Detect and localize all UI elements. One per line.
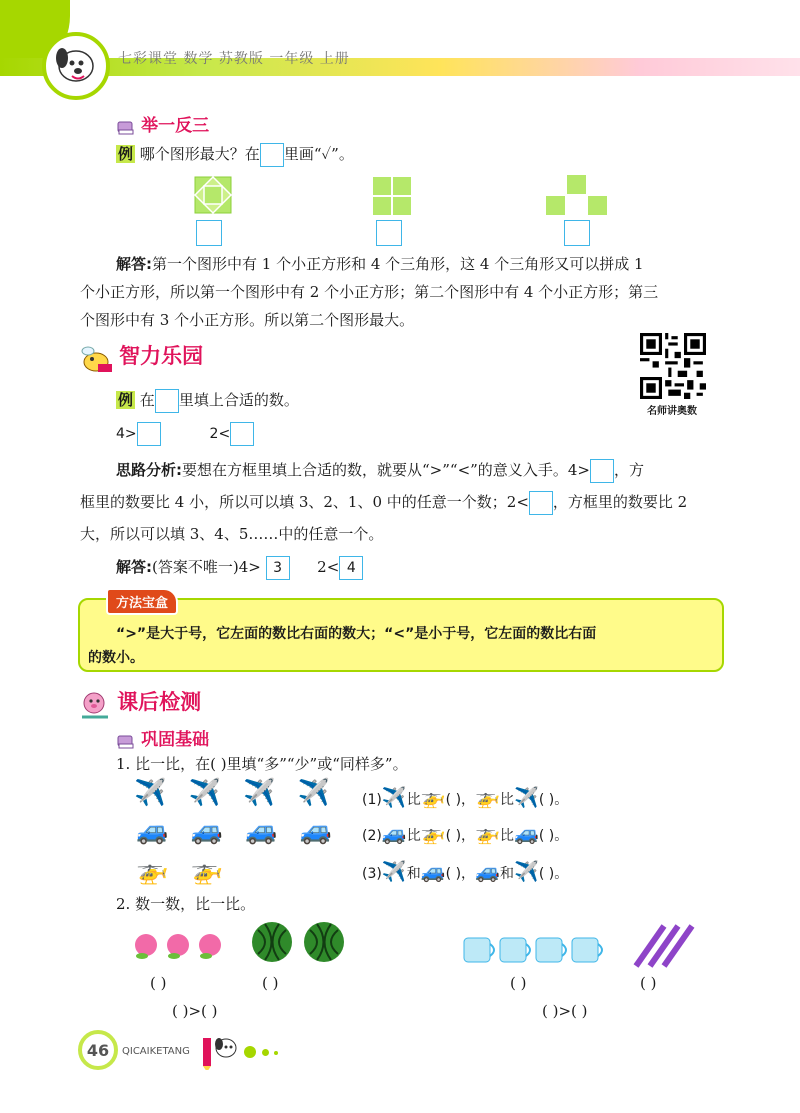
analysis-text: ，方 bbox=[613, 461, 644, 479]
section-title: 智力乐园 bbox=[119, 344, 204, 368]
subsection-title: 巩固基础 bbox=[141, 730, 210, 750]
answer-label: 解答: bbox=[116, 255, 152, 273]
mascot-dog-icon bbox=[42, 32, 110, 100]
cup-icon bbox=[464, 938, 494, 962]
cup-icon bbox=[500, 938, 530, 962]
answer-label: 解答: bbox=[116, 558, 152, 576]
shape-2 bbox=[368, 172, 414, 218]
car-icon: 🚙 bbox=[190, 816, 224, 846]
peach-icon bbox=[199, 934, 221, 959]
peach-icon bbox=[135, 934, 157, 959]
answer-blank[interactable]: ( )。 bbox=[538, 828, 569, 844]
qr-caption: 名师讲奥数 bbox=[647, 406, 697, 417]
count-blank-pencil[interactable]: ( ) bbox=[640, 974, 657, 992]
answer-line-2: 个小正方形，所以第一个图形中有 2 个小正方形；第二个图形中有 4 个小正方形；第三 bbox=[80, 283, 659, 301]
analysis-box bbox=[529, 491, 553, 515]
method-tag: 方法宝盒 bbox=[106, 588, 178, 615]
answer-blank[interactable]: ( )， bbox=[445, 828, 476, 844]
analysis-line-1 bbox=[116, 456, 728, 484]
plane-icon: ✈️ bbox=[381, 859, 407, 883]
row-word: 和 bbox=[406, 866, 421, 882]
plane-icon: ✈️ bbox=[243, 778, 276, 808]
qr-code-icon[interactable] bbox=[640, 333, 706, 399]
plane-icon: ✈️ bbox=[381, 785, 407, 809]
compare-blank-right[interactable]: ( )>( ) bbox=[542, 1002, 588, 1020]
answer-blank[interactable]: ( )。 bbox=[538, 792, 569, 808]
helicopter-row bbox=[136, 856, 223, 886]
section-heading-check bbox=[78, 686, 201, 721]
analysis-label: 思路分析: bbox=[116, 461, 182, 479]
watermelon-group bbox=[250, 920, 348, 968]
cup-icon bbox=[572, 938, 602, 962]
q2-text: 2. 数一数，比一比。 bbox=[116, 895, 256, 913]
example-question bbox=[116, 140, 354, 168]
section-title: 课后检测 bbox=[117, 690, 202, 714]
answer-box-item-2[interactable] bbox=[230, 422, 254, 446]
pencil-icon bbox=[636, 926, 664, 966]
eraser-icon bbox=[116, 118, 136, 136]
answer-blank[interactable]: ( )， bbox=[445, 792, 476, 808]
q1-row-2 bbox=[362, 818, 568, 850]
header-title: 七彩课堂 数学 苏教版 一年级 上册 bbox=[118, 51, 350, 67]
compare-blank-left[interactable]: ( )>( ) bbox=[172, 1002, 218, 1020]
puzzle-q-b: 里填上合适的数。 bbox=[178, 391, 299, 409]
shape-1 bbox=[190, 172, 236, 218]
row-word: 和 bbox=[499, 866, 514, 882]
page-number: 46 bbox=[78, 1030, 118, 1070]
pig-mascot-icon bbox=[78, 689, 112, 721]
q1-row-3 bbox=[362, 856, 568, 888]
bee-mascot-icon bbox=[78, 344, 114, 374]
car-icon: 🚙 bbox=[245, 816, 278, 846]
count-blank-cup[interactable]: ( ) bbox=[510, 974, 527, 992]
footer-dot bbox=[274, 1051, 278, 1055]
car-icon: 🚙 bbox=[381, 821, 407, 845]
example-label: 例 bbox=[118, 145, 134, 163]
car-icon: 🚙 bbox=[136, 816, 169, 846]
row-number: (1) bbox=[362, 792, 382, 808]
car-icon: 🚙 bbox=[513, 821, 539, 845]
puzzle-q-a: 在 bbox=[139, 391, 155, 409]
answer-text: 2< bbox=[317, 558, 340, 576]
footer-dot bbox=[262, 1049, 269, 1056]
answer-blank[interactable]: ( )。 bbox=[538, 866, 569, 882]
pencil-icon bbox=[664, 926, 692, 966]
car-icon: 🚙 bbox=[420, 859, 446, 883]
cup-group bbox=[462, 934, 612, 970]
check-box-shape-1[interactable] bbox=[196, 220, 222, 246]
check-box-shape-2[interactable] bbox=[376, 220, 402, 246]
row-number: (3) bbox=[362, 866, 382, 882]
section-heading-example bbox=[116, 111, 209, 136]
question-text-b: 里画“✓”。 bbox=[283, 145, 354, 163]
analysis-line-2 bbox=[80, 488, 730, 516]
helicopter-icon: 🚁 bbox=[420, 821, 446, 845]
car-icon: 🚙 bbox=[475, 859, 500, 883]
helicopter-icon: 🚁 bbox=[136, 856, 169, 886]
q1-row-1 bbox=[362, 782, 568, 814]
puzzle-question bbox=[116, 386, 299, 414]
pencil-icon bbox=[650, 926, 678, 966]
method-line-1: “>”是大于号，它左面的数比右面的数大；“<”是小于号，它左面的数比右面 bbox=[116, 626, 597, 642]
example-answer bbox=[116, 250, 728, 278]
analysis-line-3: 大，所以可以填 3、4、5……中的任意一个。 bbox=[80, 525, 384, 543]
peach-icon bbox=[167, 934, 189, 959]
answer-box-item-1[interactable] bbox=[137, 422, 161, 446]
answer-box-inline bbox=[155, 389, 179, 413]
car-icon: 🚙 bbox=[299, 816, 333, 846]
row-number: (2) bbox=[362, 828, 382, 844]
method-line-2: 的数小。 bbox=[88, 650, 144, 666]
helicopter-icon: 🚁 bbox=[475, 821, 500, 845]
count-blank-peach[interactable]: ( ) bbox=[150, 974, 167, 992]
answer-text: (答案不唯一)4> bbox=[152, 558, 261, 576]
footer-brand: QICAIKETANG bbox=[122, 1046, 190, 1057]
answer-value-1: 3 bbox=[266, 556, 290, 580]
plane-icon: ✈️ bbox=[188, 778, 222, 808]
section-heading-puzzle bbox=[78, 340, 203, 374]
mascot-pencil-dog-icon bbox=[200, 1030, 240, 1074]
footer-dot bbox=[244, 1046, 256, 1058]
pencil-group bbox=[630, 922, 700, 974]
answer-box-inline bbox=[260, 143, 284, 167]
plane-row bbox=[134, 778, 330, 808]
example-label: 例 bbox=[118, 391, 134, 409]
plane-icon: ✈️ bbox=[134, 778, 167, 808]
plane-icon: ✈️ bbox=[297, 778, 331, 808]
subsection-heading bbox=[116, 725, 209, 750]
puzzle-items bbox=[116, 420, 254, 448]
analysis-text: 要想在方框里填上合适的数，就要从“>”“<”的意义入手。4> bbox=[182, 461, 590, 479]
item-1: 4> bbox=[116, 426, 137, 442]
question-text-a: 哪个图形最大？在 bbox=[139, 145, 260, 163]
answer-line-3: 个图形中有 3 个小正方形。所以第二个图形最大。 bbox=[80, 311, 415, 329]
row-word: 比 bbox=[499, 828, 514, 844]
count-blank-watermelon[interactable]: ( ) bbox=[262, 974, 279, 992]
peach-group bbox=[132, 930, 228, 964]
q1-text: 1. 比一比，在( )里填“多”“少”或“同样多”。 bbox=[116, 755, 408, 773]
section-title: 举一反三 bbox=[141, 116, 210, 136]
plane-icon: ✈️ bbox=[513, 859, 539, 883]
watermelon-icon bbox=[252, 922, 292, 962]
watermelon-icon bbox=[304, 922, 344, 962]
row-word: 比 bbox=[406, 828, 421, 844]
row-word: 比 bbox=[406, 792, 421, 808]
helicopter-icon: 🚁 bbox=[420, 785, 446, 809]
analysis-text: ，方框里的数要比 2 bbox=[552, 493, 688, 511]
shape-3 bbox=[544, 172, 610, 218]
car-row bbox=[136, 816, 332, 846]
row-word: 比 bbox=[499, 792, 514, 808]
helicopter-icon: 🚁 bbox=[190, 856, 224, 886]
item-2: 2< bbox=[209, 426, 231, 442]
analysis-text: 框里的数要比 4 小，所以可以填 3、2、1、0 中的任意一个数；2< bbox=[80, 493, 529, 511]
answer-line-1: 第一个图形中有 1 个小正方形和 4 个三角形，这 4 个三角形又可以拼成 1 bbox=[152, 255, 644, 273]
answer-blank[interactable]: ( )， bbox=[445, 866, 476, 882]
check-box-shape-3[interactable] bbox=[564, 220, 590, 246]
answer-value-2: 4 bbox=[339, 556, 363, 580]
helicopter-icon: 🚁 bbox=[475, 785, 500, 809]
puzzle-answer bbox=[116, 553, 363, 581]
plane-icon: ✈️ bbox=[513, 785, 539, 809]
analysis-box bbox=[590, 459, 614, 483]
eraser-icon bbox=[116, 732, 136, 750]
cup-icon bbox=[536, 938, 566, 962]
